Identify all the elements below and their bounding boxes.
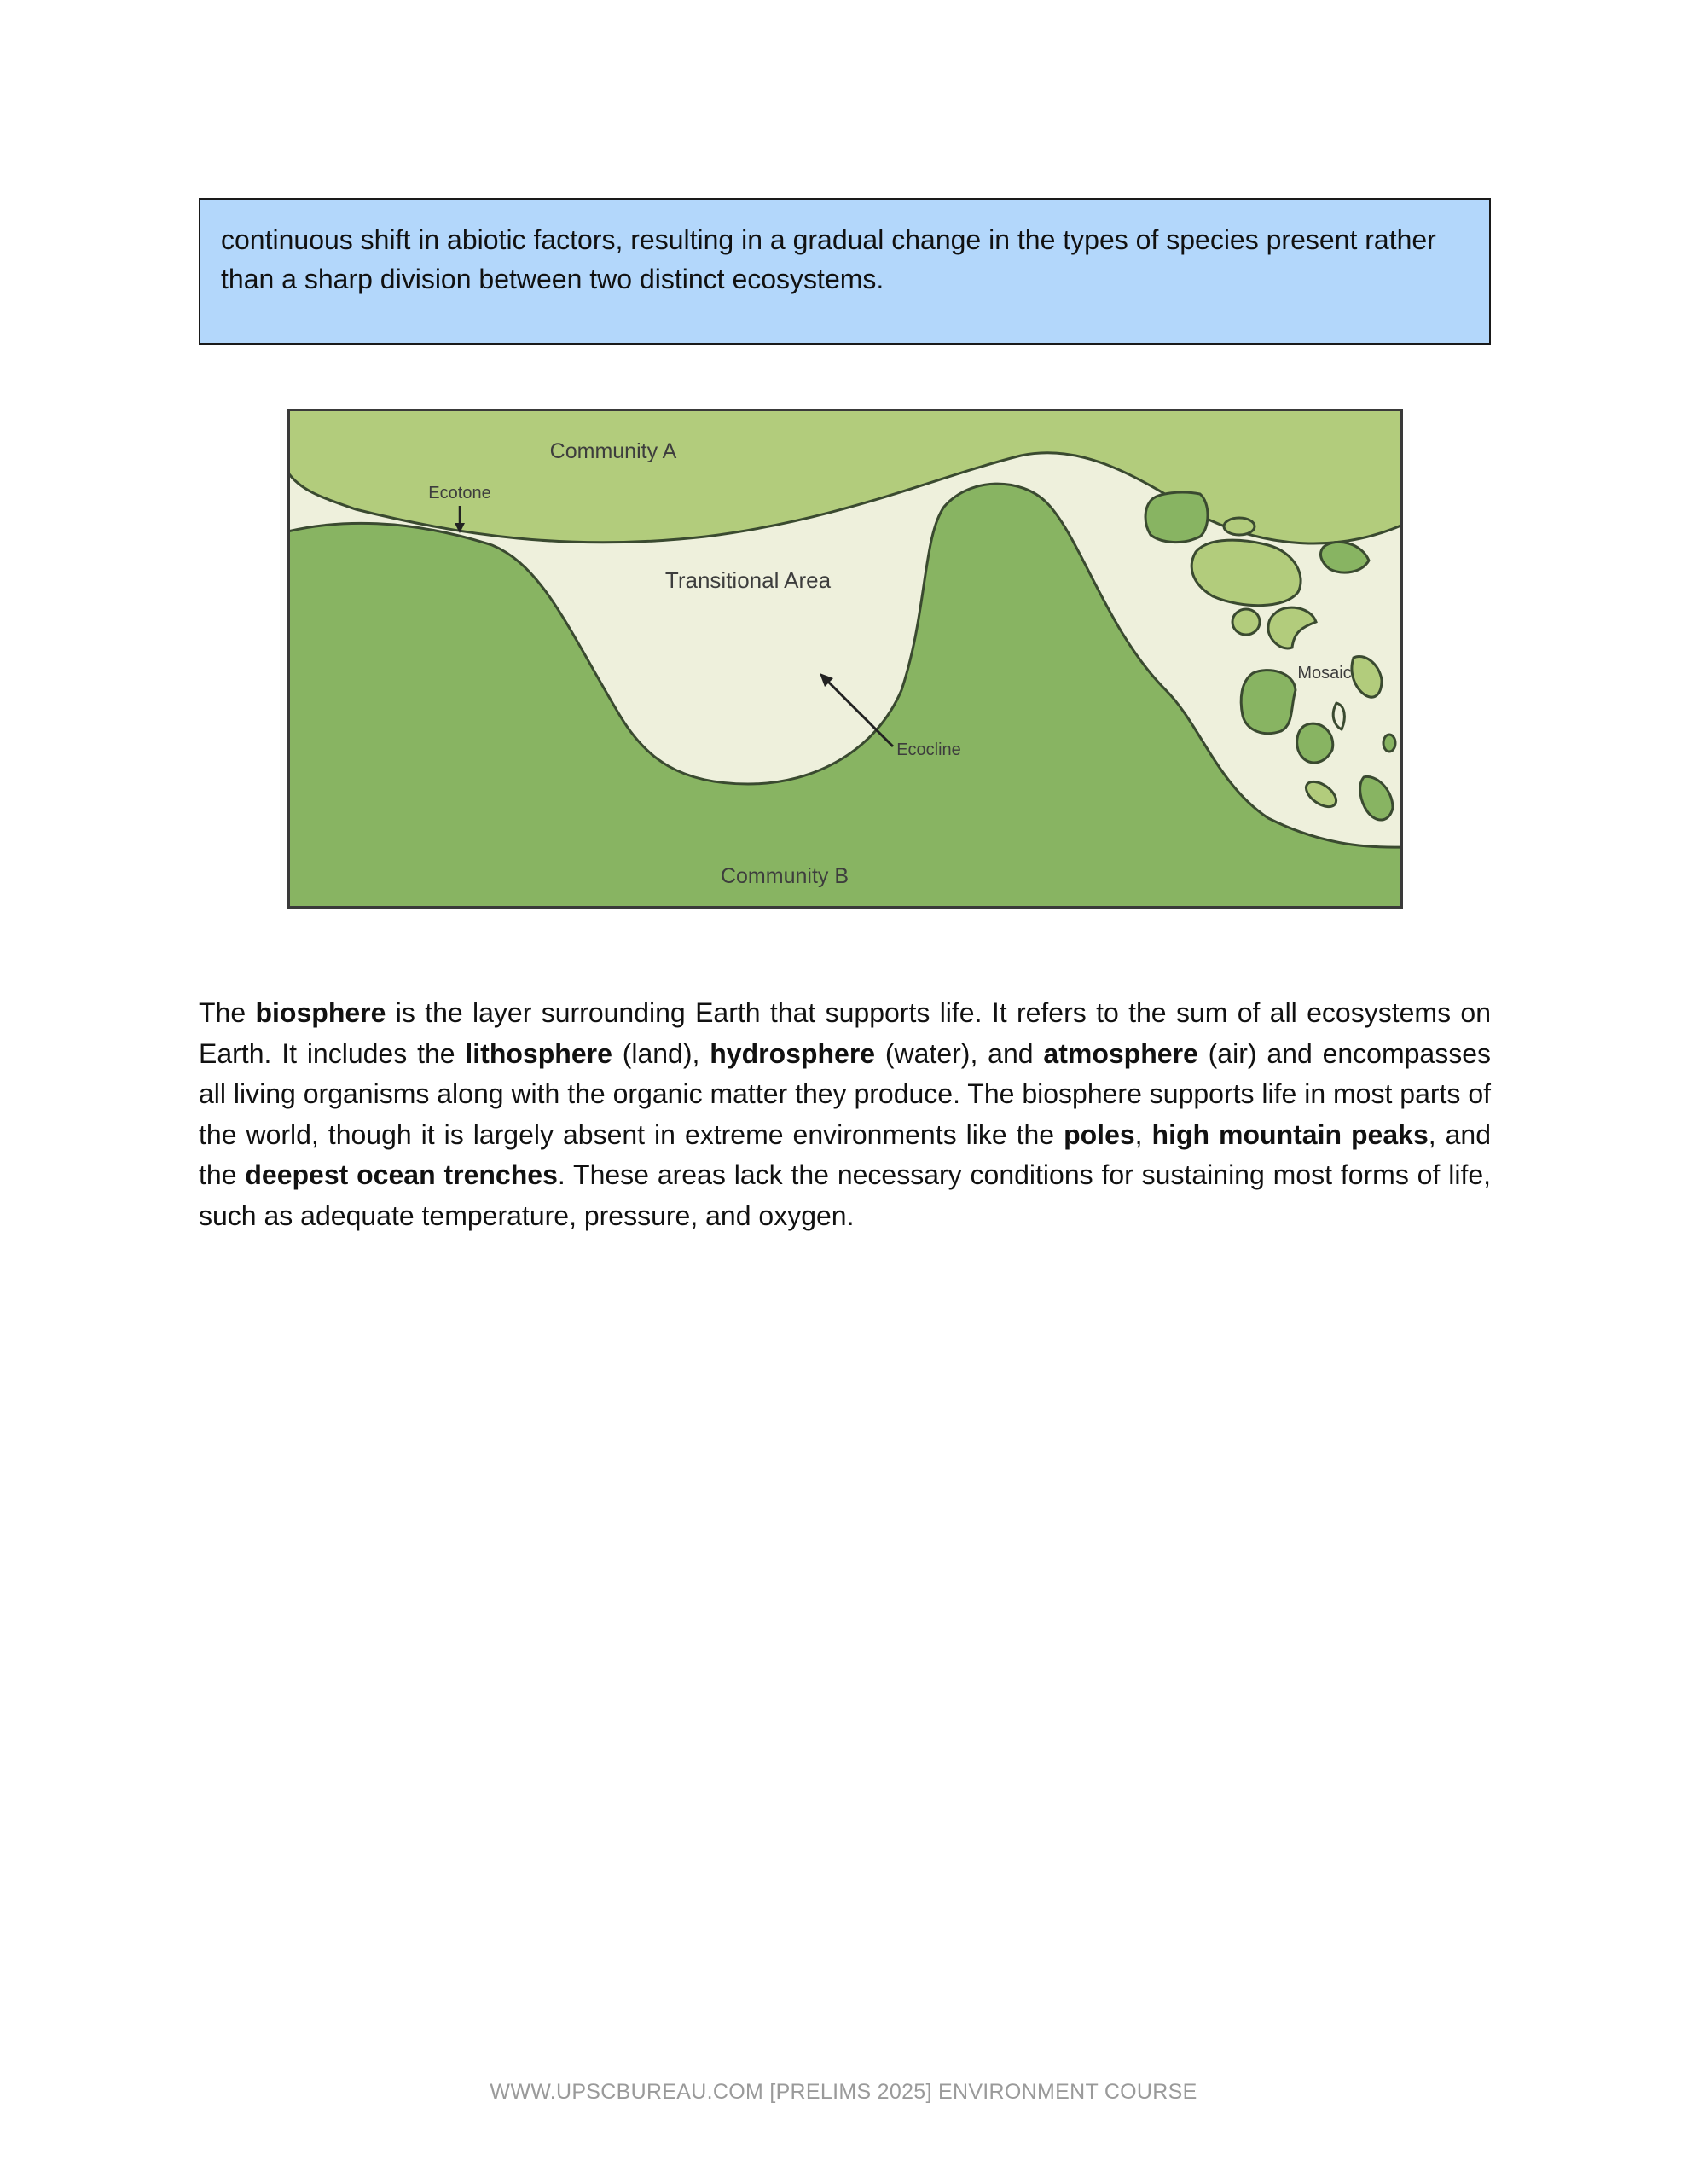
label-ecocline: Ecocline bbox=[896, 741, 961, 759]
label-community-b: Community B bbox=[720, 864, 849, 888]
term-high-mountain-peaks: high mountain peaks bbox=[1151, 1118, 1429, 1150]
paragraph-text: (land), bbox=[612, 1037, 710, 1069]
term-atmosphere: atmosphere bbox=[1043, 1037, 1198, 1069]
paragraph-text: . These areas lack the necessary conditions for sustaining most forms of life, such as adequate temperature, pressure, and oxygen. bbox=[199, 1159, 1492, 1231]
mosaic-patch bbox=[1145, 492, 1208, 543]
ecotone-diagram bbox=[287, 409, 1403, 909]
term-hydrosphere: hydrosphere bbox=[710, 1037, 876, 1069]
mosaic-patch bbox=[1297, 723, 1333, 763]
paragraph-text: (water), and bbox=[875, 1037, 1044, 1069]
term-poles: poles bbox=[1064, 1118, 1135, 1150]
paragraph-text: is the layer surrounding Earth that supports life. It refers to the sum of all ecosystems on Earth. It includes the bbox=[199, 997, 1492, 1069]
biosphere-paragraph bbox=[199, 993, 1491, 1236]
paragraph-text: The bbox=[199, 997, 256, 1028]
label-transitional-area: Transitional Area bbox=[664, 567, 832, 593]
mosaic-patch bbox=[1241, 671, 1296, 734]
paragraph-text: , bbox=[1134, 1118, 1152, 1150]
label-community-a: Community A bbox=[549, 439, 677, 463]
note-box bbox=[199, 198, 1491, 345]
term-biosphere: biosphere bbox=[255, 997, 386, 1028]
mosaic-patch bbox=[1232, 609, 1260, 635]
page-footer: WWW.UPSCBUREAU.COM [PRELIMS 2025] ENVIRONMENT COURSE bbox=[490, 2080, 1197, 2104]
term-lithosphere: lithosphere bbox=[465, 1037, 612, 1069]
paragraph-text: , and the bbox=[199, 1118, 1492, 1190]
label-ecotone: Ecotone bbox=[428, 484, 491, 502]
paragraph-text: (air) and encompasses all living organisms along with the organic matter they produce. The biosphere supports life in most parts of the world, though it is largely absent in extreme environments like the bbox=[199, 1037, 1492, 1150]
label-mosaic: Mosaic bbox=[1297, 664, 1352, 682]
ecotone-diagram-svg bbox=[287, 409, 1403, 909]
term-deepest-ocean-trenches: deepest ocean trenches bbox=[245, 1159, 558, 1190]
note-box-text: continuous shift in abiotic factors, resulting in a gradual change in the types of species present rather than a sharp division between two distinct ecosystems. bbox=[221, 224, 1436, 294]
mosaic-patch bbox=[1383, 735, 1395, 752]
mosaic-patch bbox=[1224, 518, 1255, 535]
